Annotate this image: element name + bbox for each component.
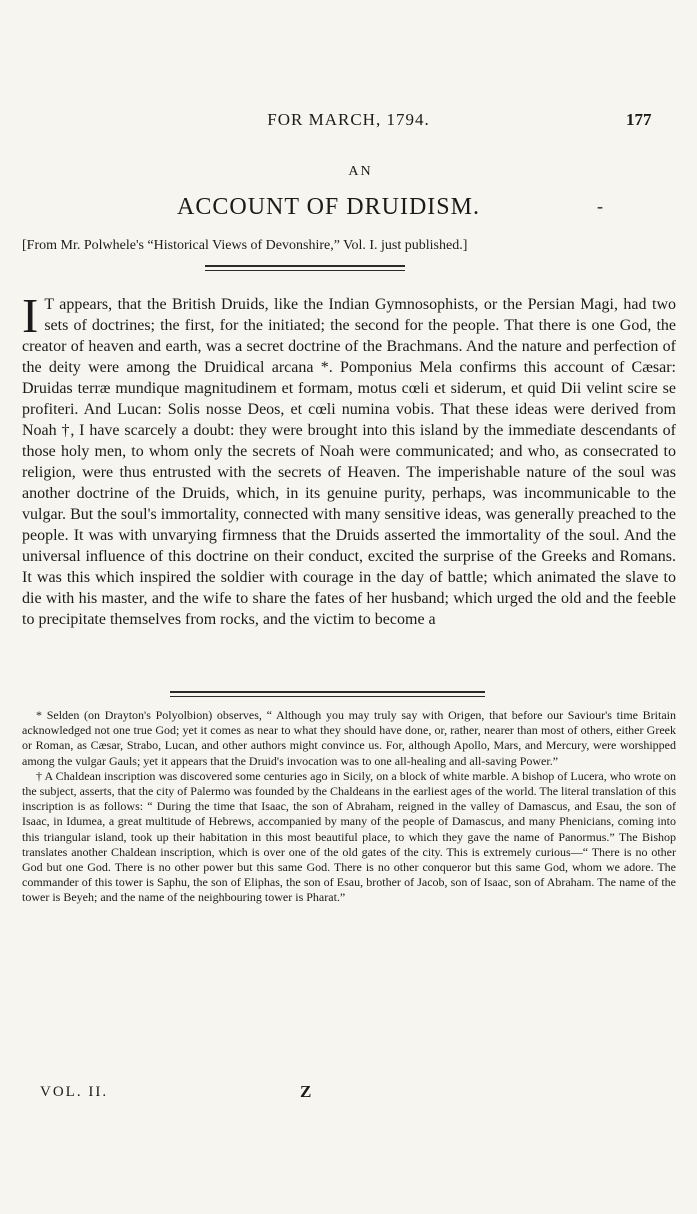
footnotes bbox=[22, 708, 676, 906]
page-number: 177 bbox=[626, 110, 652, 129]
signature-letter: Z bbox=[300, 1082, 312, 1101]
article-body bbox=[22, 288, 676, 630]
source-note: [From Mr. Polwhele's “Historical Views of Devonshire,” Vol. I. just published.] bbox=[22, 238, 468, 253]
footnote-1: * Selden (on Drayton's Polyolbion) observes, “ Although you may truly say with Origen, that before our Saviour's time Britain acknowledged not one true God; yet it comes as near to what they should have done, or, rather, nearer than most of others, either Greek or Roman, as Cæsar, Strabo, Lucan, and other authors might convince us. For, although Apollo, Mars, and Mercury, were worshipped among the vulgar Gauls; yet it appears that the Druid's invocation was to one all-healing and all-saving Power.” bbox=[22, 708, 676, 768]
article-title-prefix: AN bbox=[348, 164, 373, 179]
drop-cap: I bbox=[22, 288, 39, 343]
article-title: ACCOUNT OF DRUIDISM. bbox=[177, 194, 480, 220]
running-head: FOR MARCH, 1794. bbox=[267, 110, 430, 129]
title-dash: - bbox=[597, 196, 603, 216]
article-body-text: T appears, that the British Druids, like the Indian Gymnosophists, or the Persian Magi, had two sets of doctrines; the first, for the initiated; the second for the people. That there is one God, the creator of heaven and earth, was a secret doctrine of the Brachmans. And the nature and perfection of the deity were among the Druidical arcana *. Pomponius Mela confirms this account of Cæsar: Druidas terræ mundique magnitudinem et formam, motus cœli et siderum, et quid Dii velint scire se profiteri. And Lucan: Solis nosse Deos, et cœli numina vobis. That these ideas were derived from Noah †, I have scarcely a doubt: they were brought into this island by the immediate descendants of those holy men, to whom only the secrets of Noah were communicated; and who, as consecrated to religion, were thus entrusted with the secrets of Heaven. The imperishable nature of the soul was another doctrine of the Druids, which, in its genuine purity, perhaps, was incommunicable to the vulgar. But the soul's immortality, connected with many sensitive ideas, was generally preached to the people. It was with unvarying firmness that the Druids asserted the immortality of the soul. And the universal influence of this doctrine on their conduct, excited the surprise of the Greeks and Romans. It was this which inspired the soldier with courage in the day of battle; which animated the slave to die with his master, and the wife to share the fates of her husband; which urged the old and the feeble to precipitate themselves from rocks, and the victim to become a bbox=[22, 296, 676, 628]
footnote-divider bbox=[170, 691, 485, 697]
title-divider bbox=[205, 265, 405, 271]
volume-signature: VOL. II. bbox=[40, 1084, 109, 1100]
footnote-2: † A Chaldean inscription was discovered some centuries ago in Sicily, on a block of white marble. A bishop of Lucera, who wrote on the subject, asserts, that the city of Palermo was founded by the Chaldeans in the earliest ages of the world. The literal translation of this inscription is as follows: “ During the time that Isaac, the son of Abraham, reigned in the valley of Damascus, and Esau, the son of Isaac, in Idumea, a great multitude of Hebrews, accompanied by many of the people of Damascus, and many Phenicians, coming into this triangular island, took up their habitation in this most beautiful place, to which they gave the name of Panormus.” The Bishop translates another Chaldean inscription, which is over one of the old gates of the city. This is extremely curious—“ There is no other God but one God. There is no other power but this same God. There is no other conqueror but this same God, whom we adore. The commander of this tower is Saphu, the son of Eliphas, the son of Esau, brother of Jacob, son of Isaac, son of Abraham. The name of the tower is Beyeh; and the name of the neighbouring tower is Pharat.” bbox=[22, 768, 676, 905]
